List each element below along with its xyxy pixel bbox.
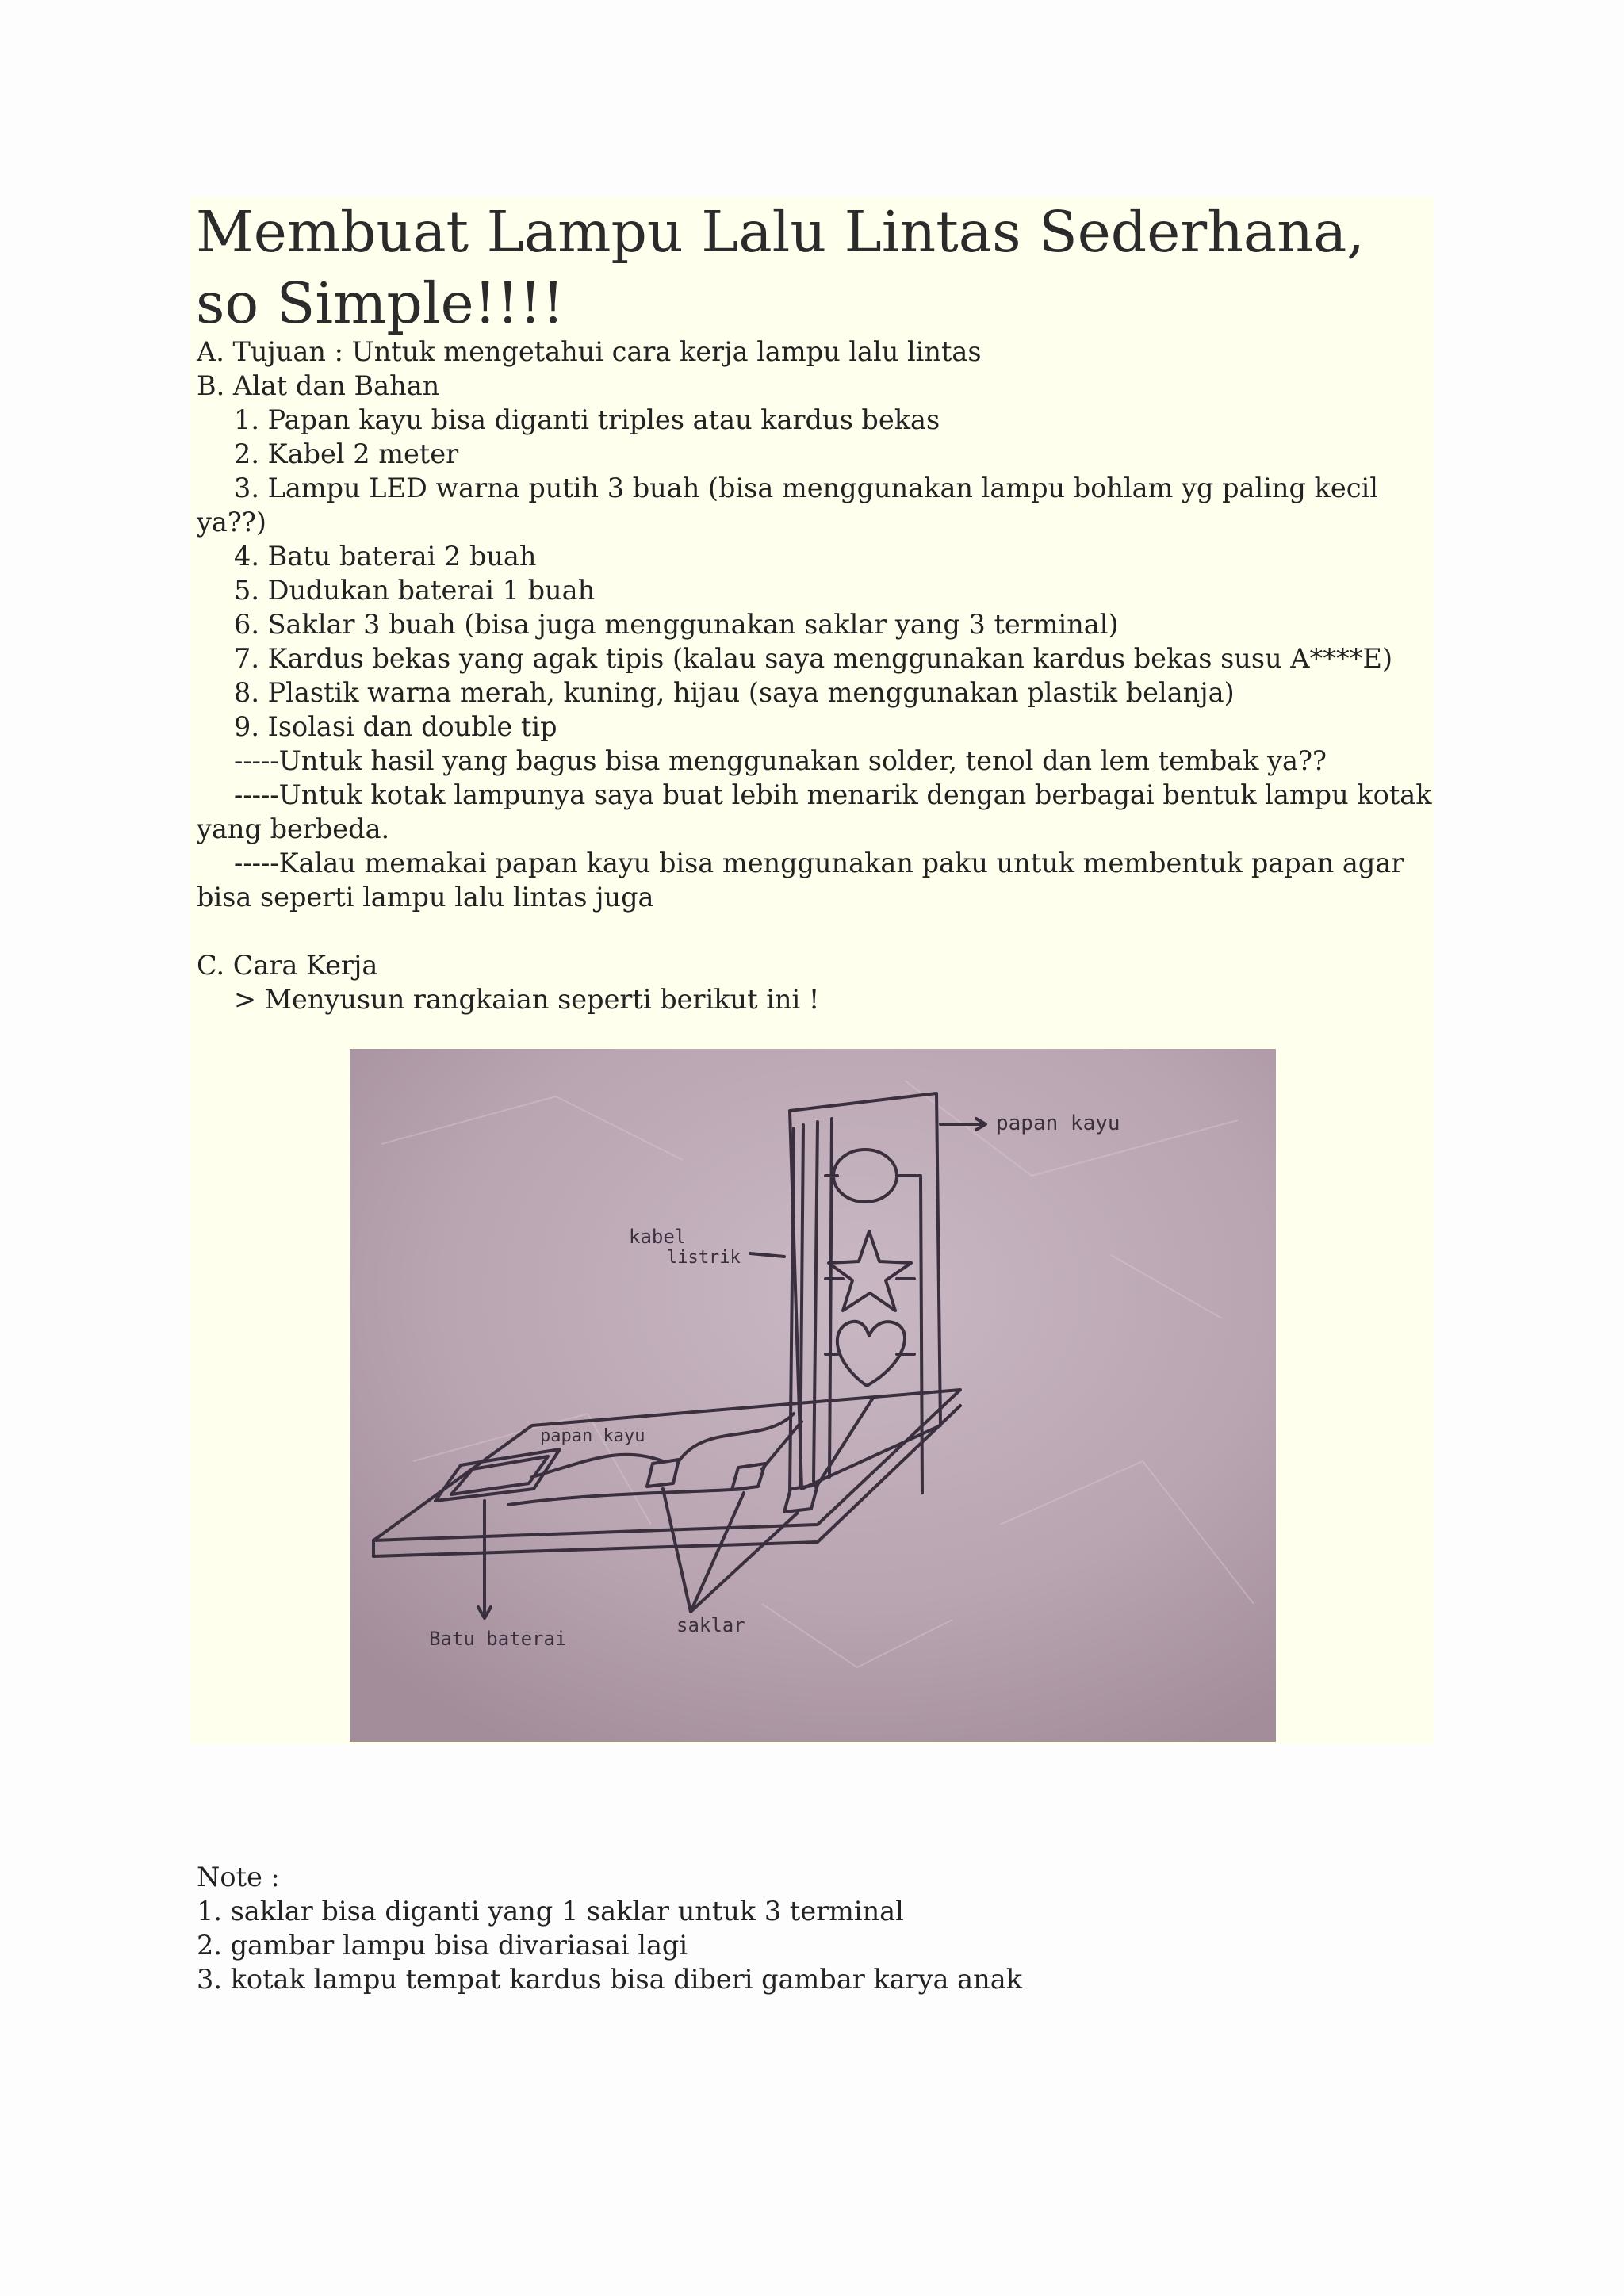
material-item: 2. Kabel 2 meter bbox=[234, 438, 459, 469]
note-item: 1. saklar bisa diganti yang 1 saklar untuk 3 terminal bbox=[197, 1896, 904, 1927]
circuit-sketch-drawing bbox=[350, 1049, 1276, 1742]
material-item: 6. Saklar 3 buah (bisa juga menggunakan saklar yang 3 terminal) bbox=[234, 609, 1119, 640]
label-switch: saklar bbox=[676, 1614, 745, 1636]
spacer bbox=[197, 914, 1434, 948]
material-item: 1. Papan kayu bisa diganti triples atau kardus bekas bbox=[234, 404, 940, 435]
material-item: 9. Isolasi dan double tip bbox=[234, 711, 557, 742]
note-section bbox=[197, 1860, 1434, 1996]
circuit-sketch-photo bbox=[350, 1049, 1276, 1742]
label-cable-2: listrik bbox=[667, 1248, 741, 1268]
procedure-step: > Menyusun rangkaian seperti berikut ini ! bbox=[234, 984, 820, 1015]
tip-item: -----Kalau memakai papan kayu bisa menggunakan paku untuk membentuk papan agar bisa seperti lampu lalu lintas juga bbox=[197, 848, 1404, 913]
material-item: 4. Batu baterai 2 buah bbox=[234, 541, 537, 572]
tip-item: -----Untuk kotak lampunya saya buat lebih menarik dengan berbagai bentuk lampu kotak yang berbeda. bbox=[197, 779, 1432, 844]
note-item: 2. gambar lampu bisa divariasai lagi bbox=[197, 1930, 688, 1961]
procedure-heading: C. Cara Kerja bbox=[197, 950, 378, 981]
material-item: 8. Plastik warna merah, kuning, hijau (saya menggunakan plastik belanja) bbox=[234, 677, 1235, 708]
material-item: 5. Dudukan baterai 1 buah bbox=[234, 575, 596, 606]
label-board-base: papan kayu bbox=[540, 1426, 645, 1446]
article-body bbox=[197, 335, 1434, 1016]
purpose-text: A. Tujuan : Untuk mengetahui cara kerja lampu lalu lintas bbox=[197, 336, 982, 367]
tip-item: -----Untuk hasil yang bagus bisa menggunakan solder, tenol dan lem tembak ya?? bbox=[234, 745, 1327, 776]
label-cable: kabel bbox=[629, 1226, 687, 1248]
note-heading: Note : bbox=[197, 1862, 280, 1892]
label-battery: Batu baterai bbox=[429, 1628, 567, 1650]
note-item: 3. kotak lampu tempat kardus bisa diberi gambar karya anak bbox=[197, 1964, 1023, 1995]
material-item: 7. Kardus bekas yang agak tipis (kalau saya menggunakan kardus bekas susu A****E) bbox=[234, 643, 1393, 674]
label-board-top: papan kayu bbox=[996, 1112, 1120, 1135]
page-title: Membuat Lampu Lalu Lintas Sederhana, so Simple!!!! bbox=[196, 199, 1365, 336]
material-item: 3. Lampu LED warna putih 3 buah (bisa menggunakan lampu bohlam yg paling kecil ya??) bbox=[197, 473, 1378, 538]
materials-heading: B. Alat dan Bahan bbox=[197, 370, 440, 401]
